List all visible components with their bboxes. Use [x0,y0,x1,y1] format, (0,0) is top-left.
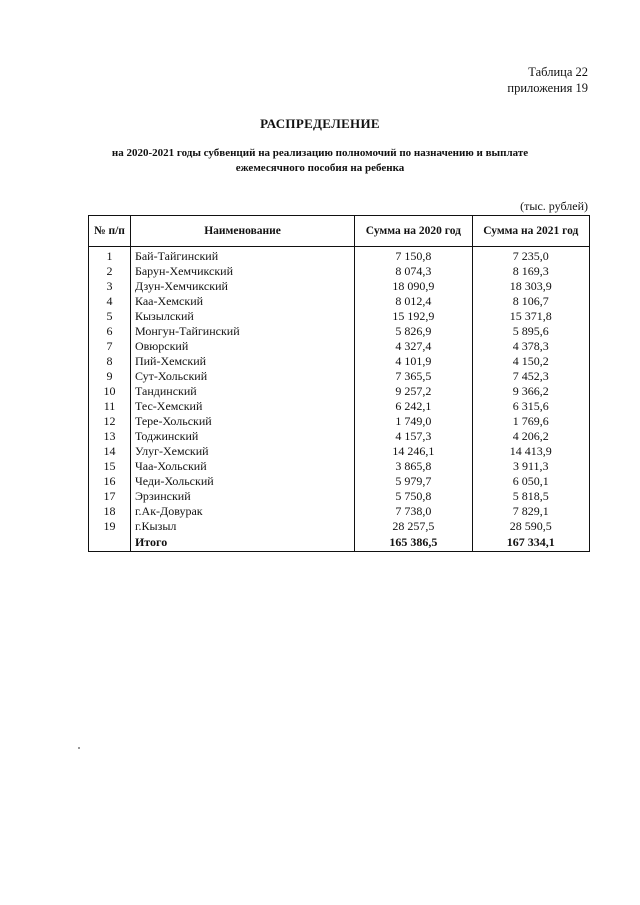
row-2020: 6 242,1 [355,399,472,414]
row-2021: 18 303,9 [472,279,589,294]
row-2020: 8 074,3 [355,264,472,279]
table-header-row [89,216,590,247]
row-name: Тоджинский [130,429,354,444]
row-2020: 1 749,0 [355,414,472,429]
row-2020: 28 257,5 [355,519,472,534]
row-name: Барун-Хемчикский [130,264,354,279]
row-num: 14 [89,444,131,459]
row-name: Кызылский [130,309,354,324]
row-2021: 14 413,9 [472,444,589,459]
row-num: 1 [89,247,131,265]
table-row [89,429,590,444]
row-name: Чаа-Хольский [130,459,354,474]
row-2021: 6 050,1 [472,474,589,489]
row-2020: 5 750,8 [355,489,472,504]
row-num: 6 [89,324,131,339]
row-2021: 15 371,8 [472,309,589,324]
table-row [89,339,590,354]
table-row [89,444,590,459]
table-row [89,384,590,399]
row-num: 13 [89,429,131,444]
table-row [89,264,590,279]
row-2021: 6 315,6 [472,399,589,414]
row-2020: 7 365,5 [355,369,472,384]
row-2020: 4 327,4 [355,339,472,354]
row-2021: 4 150,2 [472,354,589,369]
row-num: 9 [89,369,131,384]
row-2021: 8 169,3 [472,264,589,279]
total-label: Итого [130,534,354,552]
units-note: (тыс. рублей) [520,199,588,213]
row-name: Монгун-Тайгинский [130,324,354,339]
row-2020: 18 090,9 [355,279,472,294]
row-num: 4 [89,294,131,309]
row-2021: 3 911,3 [472,459,589,474]
row-2021: 4 206,2 [472,429,589,444]
row-name: Чеди-Хольский [130,474,354,489]
row-2021: 1 769,6 [472,414,589,429]
row-num: 8 [89,354,131,369]
row-2021: 5 818,5 [472,489,589,504]
row-num: 15 [89,459,131,474]
document-header-ref [507,64,588,96]
row-2020: 3 865,8 [355,459,472,474]
table-row [89,354,590,369]
header-2021: Сумма на 2021 год [472,216,589,247]
table-row [89,279,590,294]
row-name: Пий-Хемский [130,354,354,369]
row-name: Овюрский [130,339,354,354]
table-body [89,247,590,535]
row-2020: 8 012,4 [355,294,472,309]
table-row [89,489,590,504]
total-2021: 167 334,1 [472,534,589,552]
row-2020: 7 738,0 [355,504,472,519]
row-2021: 7 829,1 [472,504,589,519]
row-name: г.Ак-Довурак [130,504,354,519]
row-2020: 9 257,2 [355,384,472,399]
row-name: г.Кызыл [130,519,354,534]
table-reference: Таблица 22 [528,65,588,79]
total-num-cell [89,534,131,552]
row-2020: 5 826,9 [355,324,472,339]
table-row [89,414,590,429]
row-num: 16 [89,474,131,489]
appendix-reference: приложения 19 [507,81,588,95]
row-2021: 28 590,5 [472,519,589,534]
row-name: Тес-Хемский [130,399,354,414]
table-row [89,504,590,519]
row-2020: 14 246,1 [355,444,472,459]
row-name: Эрзинский [130,489,354,504]
row-num: 17 [89,489,131,504]
row-2021: 9 366,2 [472,384,589,399]
row-name: Бай-Тайгинский [130,247,354,265]
row-num: 18 [89,504,131,519]
row-num: 11 [89,399,131,414]
row-name: Каа-Хемский [130,294,354,309]
row-name: Сут-Хольский [130,369,354,384]
row-2021: 5 895,6 [472,324,589,339]
row-name: Дзун-Хемчикский [130,279,354,294]
subtitle-line-2: ежемесячного пособия на ребенка [235,162,405,174]
table-row [89,247,590,265]
row-2020: 15 192,9 [355,309,472,324]
row-num: 12 [89,414,131,429]
table-row [89,294,590,309]
document-title: РАСПРЕДЕЛЕНИЕ [260,116,380,131]
row-name: Улуг-Хемский [130,444,354,459]
table-row [89,399,590,414]
subtitle-line-1: на 2020-2021 годы субвенций на реализацию полномочий по назначению и выплате [111,147,529,159]
row-2020: 4 101,9 [355,354,472,369]
row-num: 5 [89,309,131,324]
row-num: 7 [89,339,131,354]
header-name: Наименование [130,216,354,247]
table-row [89,324,590,339]
row-2020: 5 979,7 [355,474,472,489]
header-num: № п/п [89,216,131,247]
table-row [89,519,590,534]
header-2020: Сумма на 2020 год [355,216,472,247]
row-2021: 7 235,0 [472,247,589,265]
subsidy-table [88,215,590,552]
row-2020: 7 150,8 [355,247,472,265]
row-num: 10 [89,384,131,399]
table-row [89,369,590,384]
table-row [89,309,590,324]
total-2020: 165 386,5 [355,534,472,552]
row-name: Тандинский [130,384,354,399]
row-2021: 7 452,3 [472,369,589,384]
total-row [89,534,590,552]
row-name: Тере-Хольский [130,414,354,429]
document-subtitle [90,146,550,176]
row-num: 19 [89,519,131,534]
row-2021: 4 378,3 [472,339,589,354]
row-num: 2 [89,264,131,279]
table-row [89,459,590,474]
row-2021: 8 106,7 [472,294,589,309]
scan-speck [78,747,80,749]
table-row [89,474,590,489]
row-num: 3 [89,279,131,294]
row-2020: 4 157,3 [355,429,472,444]
